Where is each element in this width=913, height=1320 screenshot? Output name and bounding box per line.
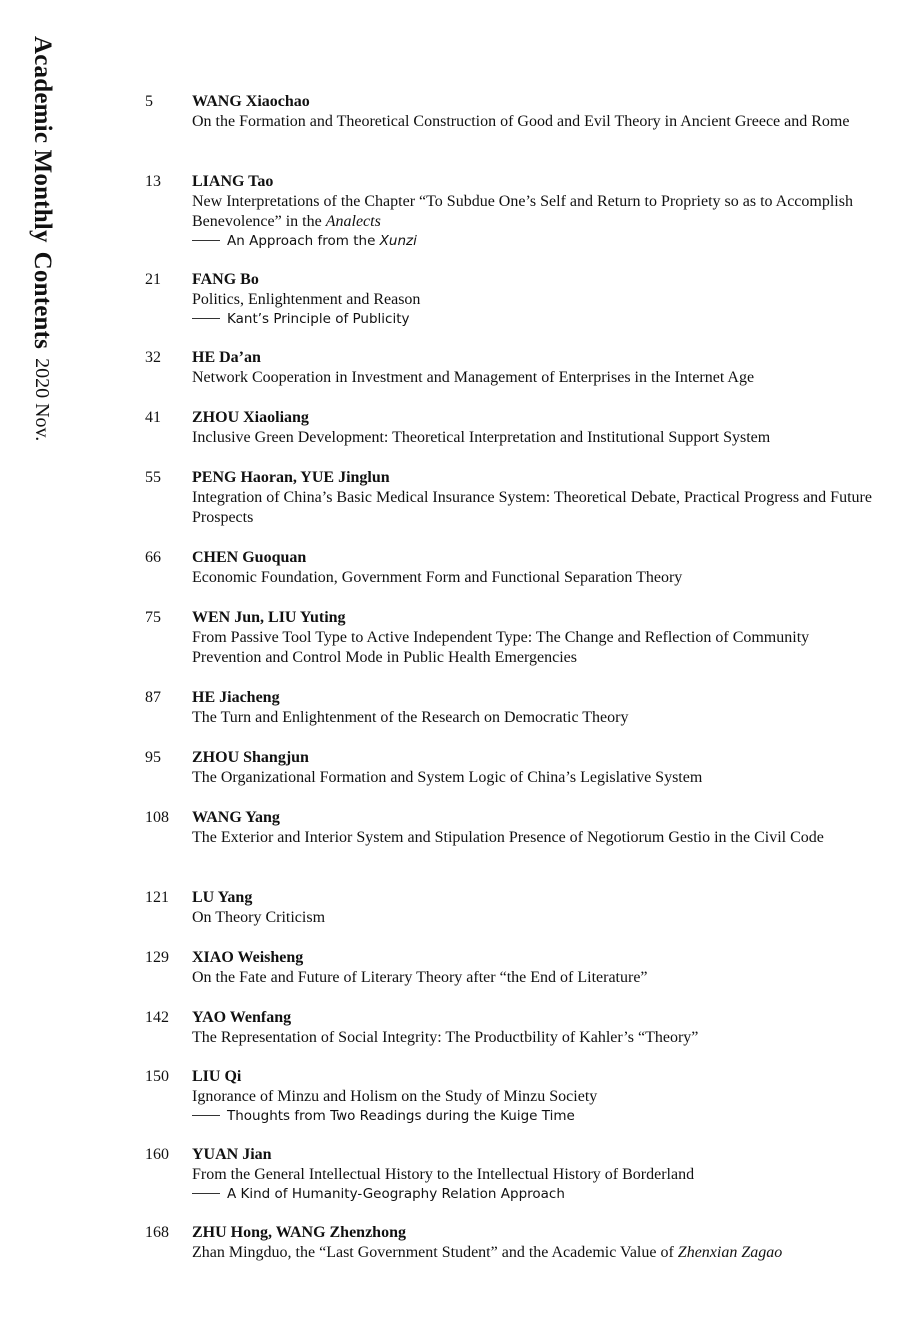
article-title: Politics, Enlightenment and Reason (192, 291, 421, 308)
article-title: Network Cooperation in Investment and Management of Enterprises in the Internet Age (192, 369, 755, 386)
entry-body (192, 92, 872, 132)
journal-name: Academic Monthly (29, 36, 56, 243)
page-number: 13 (145, 173, 161, 190)
author-name: YAO Wenfang (192, 1009, 292, 1026)
entry-body (192, 748, 872, 788)
article-subtitle: Thoughts from Two Readings during the Kuige Time (192, 1107, 872, 1125)
page-number: 142 (145, 1009, 169, 1026)
page-number: 87 (145, 689, 161, 706)
author-name: LIU Qi (192, 1068, 242, 1085)
article-title: Zhan Mingduo, the “Last Government Student” and the Academic Value of Zhenxian Zagao (192, 1244, 783, 1261)
entry-body (192, 1067, 872, 1125)
entry-body (192, 270, 872, 328)
em-dash (192, 1115, 220, 1116)
entry-body (192, 468, 872, 528)
entry-body (192, 1145, 872, 1203)
author-name: LIANG Tao (192, 173, 274, 190)
article-subtitle: An Approach from the Xunzi (192, 232, 872, 250)
page-number: 66 (145, 549, 161, 566)
page-number: 75 (145, 609, 161, 626)
entry-body (192, 172, 872, 250)
article-subtitle: A Kind of Humanity-Geography Relation Approach (192, 1185, 872, 1203)
author-name: ZHOU Shangjun (192, 749, 309, 766)
entry-body (192, 808, 872, 848)
article-title: Inclusive Green Development: Theoretical Interpretation and Institutional Support System (192, 429, 771, 446)
entry-body (192, 1223, 872, 1263)
em-dash (192, 318, 220, 319)
article-title: Integration of China’s Basic Medical Insurance System: Theoretical Debate, Practical Progress and Future Prospects (192, 489, 872, 526)
article-title: Economic Foundation, Government Form and Functional Separation Theory (192, 569, 683, 586)
entry-body (192, 608, 872, 668)
page-number: 21 (145, 271, 161, 288)
entry-body (192, 1008, 872, 1048)
author-name: ZHOU Xiaoliang (192, 409, 309, 426)
entry-body (192, 688, 872, 728)
em-dash (192, 1193, 220, 1194)
article-title: New Interpretations of the Chapter “To Subdue One’s Self and Return to Propriety so as to Accomplish Benevolence” in the Analects (192, 193, 853, 230)
article-title: On Theory Criticism (192, 909, 326, 926)
entry-body (192, 548, 872, 588)
page-number: 108 (145, 809, 169, 826)
entry-body (192, 408, 872, 448)
article-title: The Exterior and Interior System and Stipulation Presence of Negotiorum Gestio in the Civil Code (192, 829, 824, 846)
entry-body (192, 948, 872, 988)
article-title: On the Fate and Future of Literary Theory after “the End of Literature” (192, 969, 648, 986)
author-name: FANG Bo (192, 271, 259, 288)
author-name: CHEN Guoquan (192, 549, 307, 566)
article-title: From Passive Tool Type to Active Independent Type: The Change and Reflection of Community Prevention and Control Mode in Public Health Emergencies (192, 629, 810, 666)
page-number: 95 (145, 749, 161, 766)
article-title: The Organizational Formation and System Logic of China’s Legislative System (192, 769, 703, 786)
page-number: 168 (145, 1224, 169, 1241)
page-number: 5 (145, 93, 153, 110)
author-name: HE Da’an (192, 349, 261, 366)
page-number: 121 (145, 889, 169, 906)
author-name: WEN Jun, LIU Yuting (192, 609, 346, 626)
article-title: Ignorance of Minzu and Holism on the Study of Minzu Society (192, 1088, 598, 1105)
em-dash (192, 240, 220, 241)
entry-body (192, 348, 872, 388)
author-name: LU Yang (192, 889, 253, 906)
page-number: 41 (145, 409, 161, 426)
article-title: From the General Intellectual History to the Intellectual History of Borderland (192, 1166, 695, 1183)
author-name: WANG Xiaochao (192, 93, 310, 110)
page-number: 55 (145, 469, 161, 486)
page-number: 150 (145, 1068, 169, 1085)
author-name: HE Jiacheng (192, 689, 280, 706)
issue-date: 2020 Nov. (31, 358, 53, 442)
author-name: PENG Haoran, YUE Jinglun (192, 469, 390, 486)
article-subtitle: Kant’s Principle of Publicity (192, 310, 872, 328)
article-title: On the Formation and Theoretical Construction of Good and Evil Theory in Ancient Greece and Rome (192, 113, 850, 130)
author-name: WANG Yang (192, 809, 280, 826)
author-name: XIAO Weisheng (192, 949, 304, 966)
author-name: YUAN Jian (192, 1146, 272, 1163)
author-name: ZHU Hong, WANG Zhenzhong (192, 1224, 406, 1241)
entry-body (192, 888, 872, 928)
page-number: 32 (145, 349, 161, 366)
page-number: 129 (145, 949, 169, 966)
article-title: The Representation of Social Integrity: The Productbility of Kahler’s “Theory” (192, 1029, 699, 1046)
journal-header (30, 36, 55, 441)
section-title: Contents (29, 251, 56, 350)
page-number: 160 (145, 1146, 169, 1163)
article-title: The Turn and Enlightenment of the Research on Democratic Theory (192, 709, 629, 726)
